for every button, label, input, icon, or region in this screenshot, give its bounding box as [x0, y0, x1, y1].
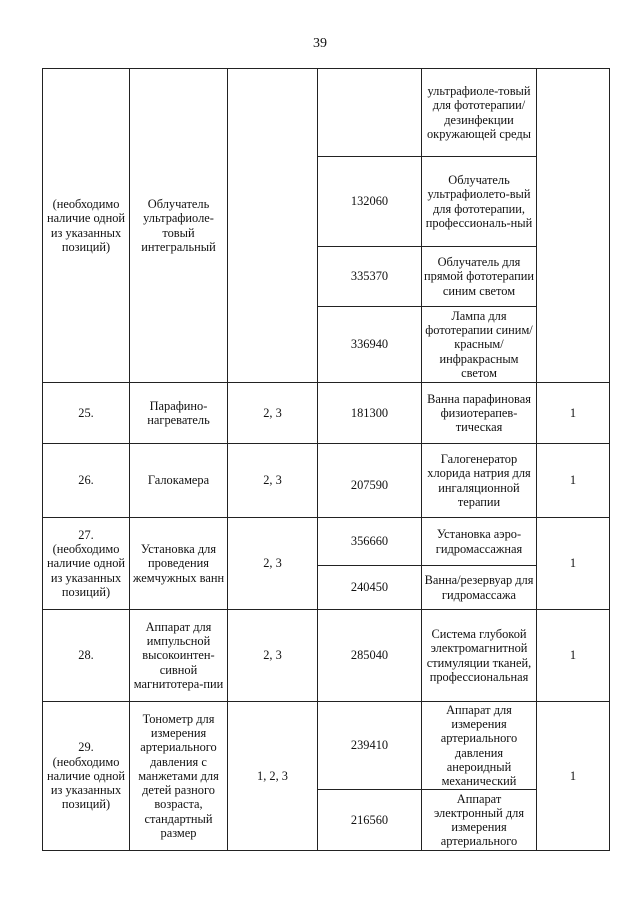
levels: 2, 3 [228, 518, 318, 610]
equipment-name: Облучатель ультрафиоле-товый интегральный [130, 69, 228, 383]
code-description: Система глубокой электромагнитной стимуляции тканей, профессиональная [422, 610, 537, 702]
equipment-name: Парафино-нагреватель [130, 383, 228, 444]
equipment-name: Установка для проведения жемчужных ванн [130, 518, 228, 610]
equipment-table [42, 68, 610, 851]
code-cell: 285040 [318, 610, 422, 702]
code-description: Ванна/резервуар для гидромассажа [422, 566, 537, 610]
table-row [43, 610, 610, 702]
quantity: 1 [537, 702, 610, 851]
code-cell: 336940 [318, 307, 422, 383]
quantity: 1 [537, 518, 610, 610]
code-description: Облучатель для прямой фототерапии синим светом [422, 247, 537, 307]
code-cell: 216560 [318, 790, 422, 851]
quantity: 1 [537, 444, 610, 518]
code-description: Галогенератор хлорида натрия для ингаляционной терапии [422, 444, 537, 518]
page-number: 39 [313, 36, 327, 51]
code-cell: 240450 [318, 566, 422, 610]
levels: 2, 3 [228, 444, 318, 518]
row-number: (необходимо наличие одной из указанных позиций) [43, 69, 130, 383]
quantity [537, 69, 610, 383]
table-row [43, 69, 610, 157]
levels [228, 69, 318, 383]
code-description: Аппарат для измерения артериального давления анероидный механический [422, 702, 537, 790]
levels: 2, 3 [228, 383, 318, 444]
equipment-name: Аппарат для импульсной высокоинтен-сивной магнитотера-пии [130, 610, 228, 702]
code-description: Ванна парафиновая физиотерапев-тическая [422, 383, 537, 444]
row-number: 28. [43, 610, 130, 702]
quantity: 1 [537, 383, 610, 444]
equipment-name: Галокамера [130, 444, 228, 518]
code-description: Лампа для фототерапии синим/красным/ инфракрасным светом [422, 307, 537, 383]
row-number: 27. (необходимо наличие одной из указанных позиций) [43, 518, 130, 610]
code-description: Аппарат электронный для измерения артериального [422, 790, 537, 851]
row-number: 29. (необходимо наличие одной из указанных позиций) [43, 702, 130, 851]
quantity: 1 [537, 610, 610, 702]
code-cell [318, 69, 422, 157]
code-cell: 239410 [318, 702, 422, 790]
levels: 2, 3 [228, 610, 318, 702]
row-number: 26. [43, 444, 130, 518]
code-cell: 207590 [318, 444, 422, 518]
code-cell: 356660 [318, 518, 422, 566]
levels: 1, 2, 3 [228, 702, 318, 851]
row-number: 25. [43, 383, 130, 444]
table-row [43, 702, 610, 790]
equipment-name: Тонометр для измерения артериального давления с манжетами для детей разного возраста, стандартный размер [130, 702, 228, 851]
table-row [43, 444, 610, 518]
code-cell: 181300 [318, 383, 422, 444]
code-cell: 132060 [318, 157, 422, 247]
code-description: Облучатель ультрафиолето-вый для фототерапии, профессиональ-ный [422, 157, 537, 247]
code-cell: 335370 [318, 247, 422, 307]
code-description: ультрафиоле-товый для фототерапии/ дезинфекции окружающей среды [422, 69, 537, 157]
table-row [43, 518, 610, 566]
table-row [43, 383, 610, 444]
code-description: Установка аэро-гидромассажная [422, 518, 537, 566]
